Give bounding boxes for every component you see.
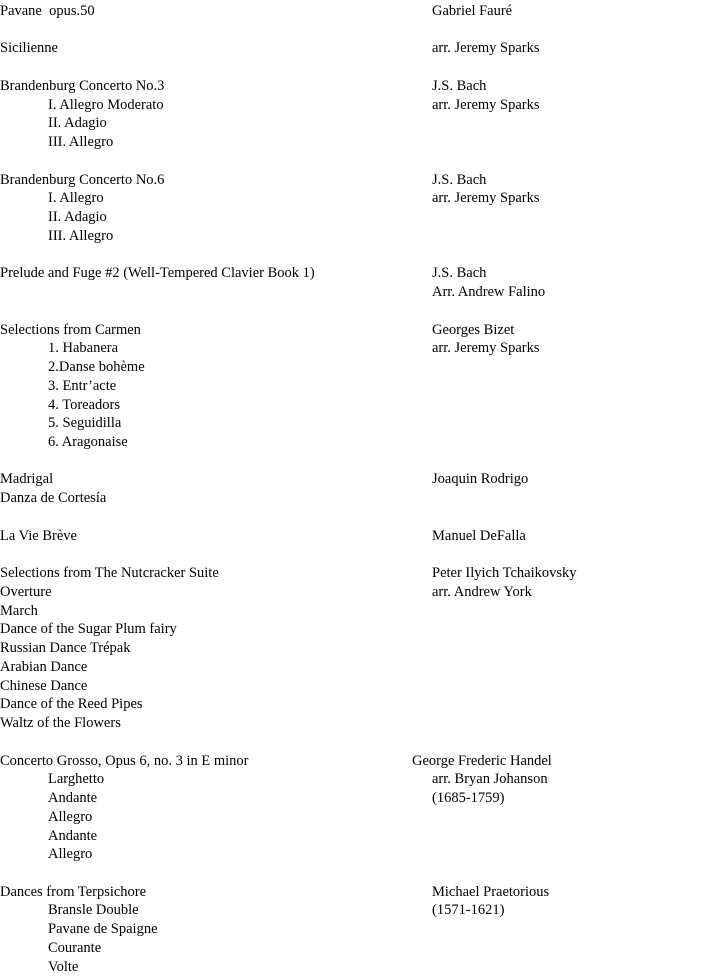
movement: III. Allegro xyxy=(48,134,114,150)
movement: 1. Habanera xyxy=(48,340,119,356)
movement: I. Allegro xyxy=(48,190,104,206)
composer: Manuel DeFalla xyxy=(432,528,526,544)
composer: J.S. Bach xyxy=(432,265,487,281)
movement: Overture xyxy=(0,584,52,600)
movement: Dance of the Reed Pipes xyxy=(0,696,143,712)
composer: Gabriel Fauré xyxy=(432,3,513,19)
arranger: Arr. Andrew Falino xyxy=(432,284,546,300)
arranger: arr. Jeremy Sparks xyxy=(432,97,540,113)
movement: Dance of the Sugar Plum fairy xyxy=(0,621,177,637)
arranger: arr. Bryan Johanson xyxy=(432,771,548,787)
composer: J.S. Bach xyxy=(432,172,487,188)
movement: Larghetto xyxy=(48,771,105,787)
movement: 3. Entr’acte xyxy=(48,378,117,394)
piece-title: Selections from Carmen xyxy=(0,322,141,338)
piece-title: Concerto Grosso, Opus 6, no. 3 in E minor xyxy=(0,753,249,769)
piece-title: Sicilienne xyxy=(0,40,58,56)
composer-dates: (1685-1759) xyxy=(432,790,505,806)
piece-title: Selections from The Nutcracker Suite xyxy=(0,565,219,581)
piece-title: Pavane opus.50 xyxy=(0,3,95,19)
movement: Andante xyxy=(48,828,98,844)
movement: Courante xyxy=(48,940,102,956)
movement: Arabian Dance xyxy=(0,659,88,675)
composer: Michael Praetorious xyxy=(432,884,550,900)
composer-dates: (1571-1621) xyxy=(432,902,505,918)
movement: Pavane de Spaigne xyxy=(48,921,158,937)
movement: 5. Seguidilla xyxy=(48,415,122,431)
movement: Volte xyxy=(48,959,79,975)
movement: III. Allegro xyxy=(48,228,114,244)
composer: George Frederic Handel xyxy=(412,753,552,769)
movement: 6. Aragonaise xyxy=(48,434,128,450)
movement: Allegro xyxy=(48,846,93,862)
piece-title: Brandenburg Concerto No.3 xyxy=(0,78,165,94)
arranger: arr. Andrew York xyxy=(432,584,532,600)
piece-title: Prelude and Fuge #2 (Well-Tempered Clavier Book 1) xyxy=(0,265,315,281)
movement: Bransle Double xyxy=(48,902,139,918)
movement: Allegro xyxy=(48,809,93,825)
movement: March xyxy=(0,603,38,619)
movement: 4. Toreadors xyxy=(48,397,121,413)
movement: Andante xyxy=(48,790,98,806)
arranger: arr. Jeremy Sparks xyxy=(432,190,540,206)
movement: Chinese Dance xyxy=(0,678,88,694)
composer: Georges Bizet xyxy=(432,322,515,338)
composer: Peter Ilyich Tchaikovsky xyxy=(432,565,577,581)
composer: Joaquin Rodrigo xyxy=(432,471,529,487)
arranger: arr. Jeremy Sparks xyxy=(432,40,540,56)
piece-title: Brandenburg Concerto No.6 xyxy=(0,172,165,188)
piece-title: Danza de Cortesía xyxy=(0,490,107,506)
piece-title: La Vie Brève xyxy=(0,528,77,544)
movement: II. Adagio xyxy=(48,209,107,225)
movement: 2.Danse bohème xyxy=(48,359,145,375)
arranger: arr. Jeremy Sparks xyxy=(432,340,540,356)
composer: J.S. Bach xyxy=(432,78,487,94)
movement: I. Allegro Moderato xyxy=(48,97,164,113)
movement: Russian Dance Trépak xyxy=(0,640,131,656)
piece-title: Dances from Terpsichore xyxy=(0,884,147,900)
movement: II. Adagio xyxy=(48,115,107,131)
piece-title: Madrigal xyxy=(0,471,54,487)
movement: Waltz of the Flowers xyxy=(0,715,121,731)
